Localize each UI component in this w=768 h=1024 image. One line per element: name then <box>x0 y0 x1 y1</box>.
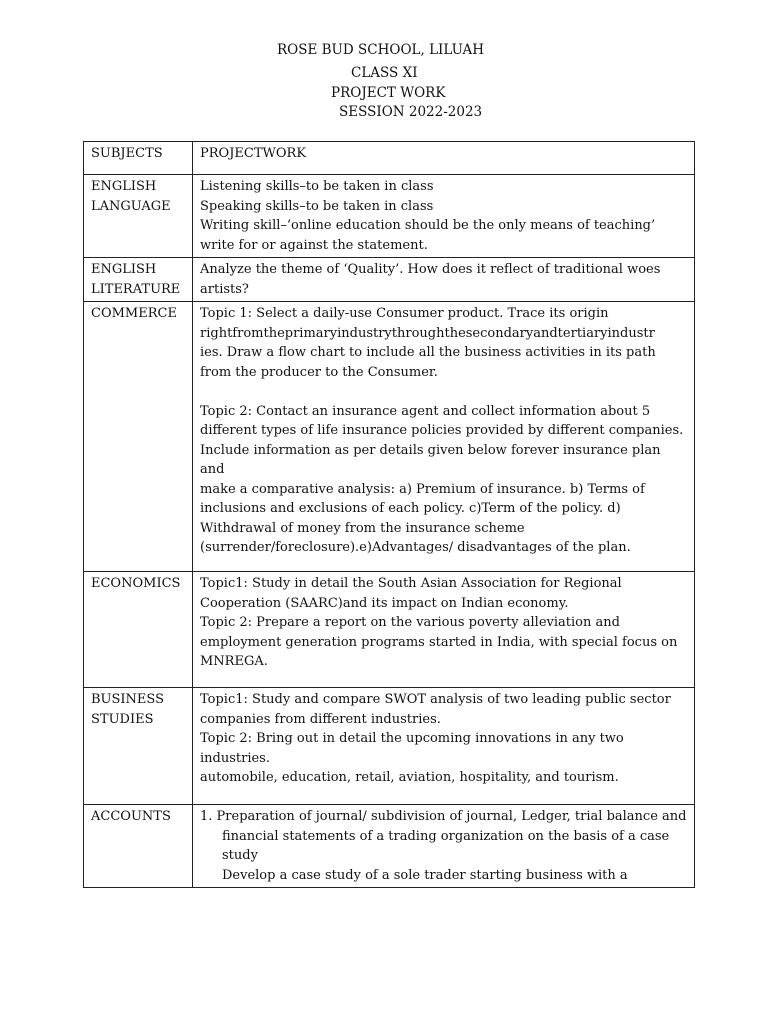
subject-economics: ECONOMICS <box>84 572 193 688</box>
project-line: Topic1: Study and compare SWOT analysis of two leading public sector <box>200 692 671 707</box>
session-label: SESSION 2022-2023 <box>339 104 483 120</box>
table-row <box>84 688 695 805</box>
subject-accounts: ACCOUNTS <box>84 805 193 888</box>
subject-english-language: ENGLISH LANGUAGE <box>84 175 193 258</box>
project-line: write for or against the statement. <box>200 237 428 253</box>
project-line: from the producer to the Consumer. <box>200 364 438 380</box>
school-name: ROSE BUD SCHOOL, LILUAH <box>277 42 485 58</box>
subject-commerce: COMMERCE <box>84 302 193 572</box>
table-row <box>84 572 695 688</box>
project-cell <box>193 572 695 688</box>
project-cell <box>193 258 695 302</box>
project-line: employment generation programs started in India, with special focus on <box>200 634 678 650</box>
subject-business-studies: BUSINESS STUDIES <box>84 688 193 805</box>
table-row <box>84 175 695 258</box>
project-line: Listening skills–to be taken in class <box>200 179 434 194</box>
project-cell <box>193 688 695 805</box>
paragraph-gap <box>200 382 688 402</box>
column-header-subjects: SUBJECTS <box>84 142 193 175</box>
table-row <box>84 302 695 572</box>
project-line: ies. Draw a flow chart to include all the business activities in its path <box>200 345 656 360</box>
project-line: automobile, education, retail, aviation, hospitality, and tourism. <box>200 770 619 785</box>
column-header-projectwork: PROJECTWORK <box>193 142 695 175</box>
class-title: CLASS XI <box>351 65 418 81</box>
project-line: Topic 2: Prepare a report on the various poverty alleviation and <box>200 615 620 630</box>
doc-title: PROJECT WORK <box>331 85 446 101</box>
project-line: artists? <box>200 281 249 297</box>
project-line: 1. Preparation of journal/ subdivision of journal, Ledger, trial balance and <box>200 809 687 824</box>
project-line: Writing skill–‘online education should be the only means of teaching’ <box>200 218 656 233</box>
table-row <box>84 805 695 888</box>
table-header-row <box>84 142 695 175</box>
project-line: Topic1: Study in detail the South Asian Association for Regional <box>200 576 622 591</box>
project-line: MNREGA. <box>200 654 268 669</box>
project-line: Cooperation (SAARC)and its impact on Indian economy. <box>200 595 569 611</box>
subject-english-literature: ENGLISH LITERATURE <box>84 258 193 302</box>
project-cell <box>193 302 695 572</box>
project-line: financial statements of a trading organization on the basis of a case <box>222 828 670 844</box>
project-line: Include information as per details given below forever insurance plan and <box>200 442 665 477</box>
project-line: inclusions and exclusions of each policy. c)Term of the policy. d) <box>200 501 621 516</box>
table-row <box>84 258 695 302</box>
project-line: companies from different industries. <box>200 711 441 727</box>
project-line: Topic 1: Select a daily-use Consumer product. Trace its origin <box>200 306 609 321</box>
project-line: study <box>222 848 258 863</box>
project-line: Develop a case study of a sole trader starting business with a <box>222 867 628 883</box>
project-line: Topic 2: Bring out in detail the upcoming innovations in any two industries. <box>200 731 628 766</box>
project-cell <box>193 175 695 258</box>
project-line: Topic 2: Contact an insurance agent and collect information about 5 <box>200 403 651 419</box>
project-cell <box>193 805 695 888</box>
project-line: (surrender/foreclosure).e)Advantages/ disadvantages of the plan. <box>200 540 631 555</box>
project-line: Analyze the theme of ‘Quality’. How does it reflect of traditional woes <box>200 262 661 277</box>
project-line: Withdrawal of money from the insurance scheme <box>200 520 525 536</box>
project-table <box>83 141 695 888</box>
project-line: different types of life insurance policies provided by different companies. <box>200 423 684 438</box>
project-line: Speaking skills–to be taken in class <box>200 198 434 214</box>
project-line: rightfromtheprimaryindustrythroughthesecondaryandtertiaryindustr <box>200 325 655 341</box>
project-line: make a comparative analysis: a) Premium of insurance. b) Terms of <box>200 481 645 497</box>
